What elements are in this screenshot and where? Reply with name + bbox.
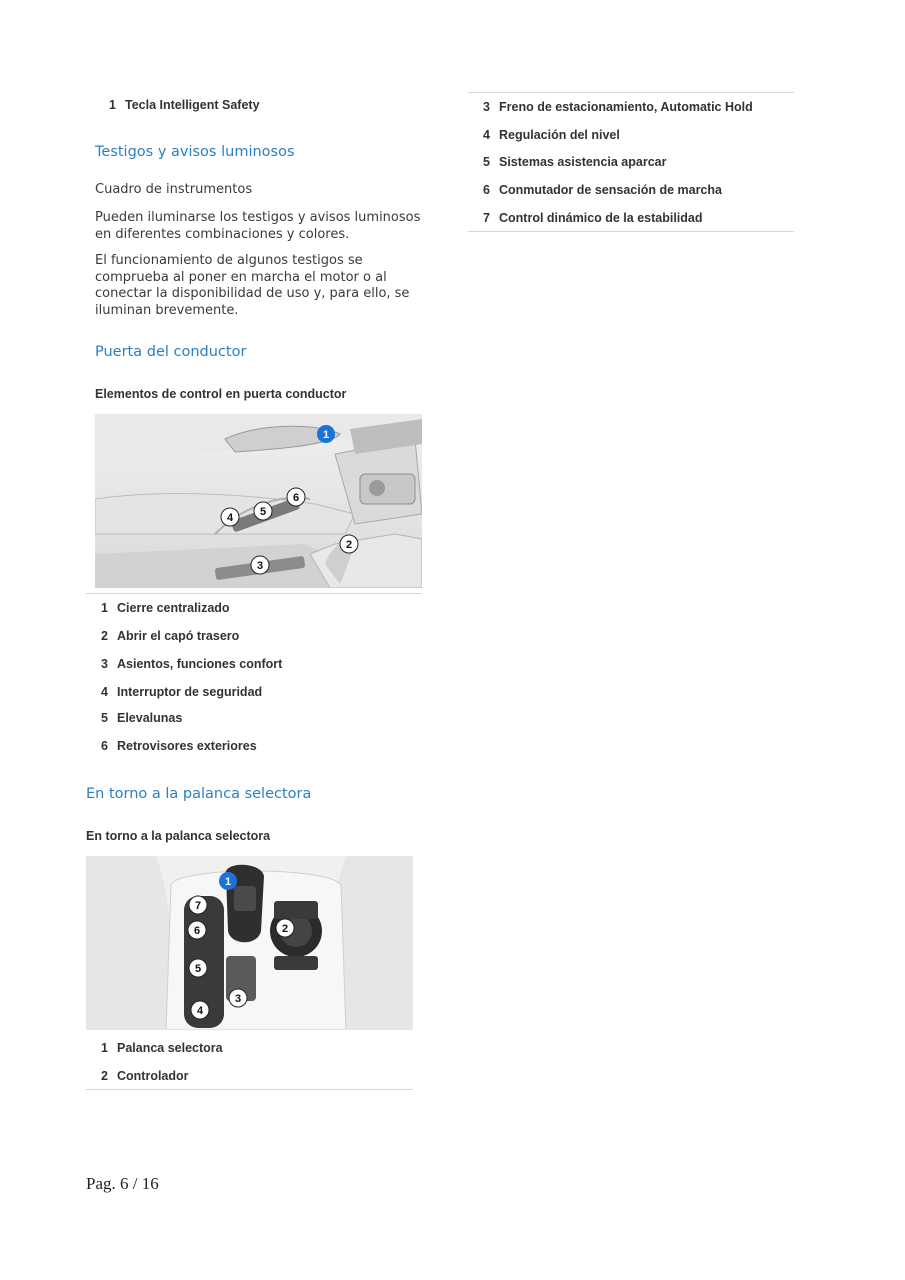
badge-label: 6 [193,925,201,937]
list-item [86,732,257,760]
paragraph-line: comprueba al poner en marcha el motor o al [95,269,387,285]
item-number: 7 [483,211,490,225]
item-label: Tecla Intelligent Safety [125,98,260,112]
list-item [468,204,703,232]
list-item [86,1062,189,1090]
list-item [86,704,182,732]
badge-label: 3 [234,993,242,1005]
paragraph-line: iluminan brevemente. [95,302,239,318]
badge-label: 5 [259,506,267,518]
list-item [468,93,753,121]
section-subheading: Elementos de control en puerta conductor [95,387,347,401]
item-label: Regulación del nivel [499,128,620,142]
door-badge-3 [250,555,270,575]
item-label: Elevalunas [117,711,183,725]
list-item [86,678,262,706]
badge-label: 1 [322,429,330,441]
item-number: 3 [101,657,108,671]
paragraph [95,210,420,243]
item-label: Controlador [117,1069,189,1083]
item-number: 5 [101,711,108,725]
lever-badge-5 [188,958,208,978]
selector-lever-illustration [86,856,413,1030]
list-item [86,1034,223,1062]
badge-label: 7 [194,900,202,912]
lever-badge-2 [275,918,295,938]
item-label: Retrovisores exteriores [117,739,257,753]
door-badge-4 [220,507,240,527]
paragraph-line: en diferentes combinaciones y colores. [95,226,350,242]
page-number: Pag. 6 / 16 [86,1174,159,1193]
badge-label: 4 [226,512,234,524]
badge-label: 2 [281,923,289,935]
section-heading-testigos: Testigos y avisos luminosos [95,144,295,160]
section-subtitle: Cuadro de instrumentos [95,182,253,197]
lever-badge-3 [228,988,248,1008]
section-heading-puerta: Puerta del conductor [95,344,247,360]
item-label: Abrir el capó trasero [117,629,240,643]
list-item [468,176,722,204]
item-number: 1 [101,1041,108,1055]
section-subheading: En torno a la palanca selectora [86,829,271,843]
lever-badge-4 [190,1000,210,1020]
top-list-item [94,91,260,119]
section-heading-palanca: En torno a la palanca selectora [86,786,312,802]
item-number: 2 [101,1069,108,1083]
lever-badge-6 [187,920,207,940]
badge-label: 4 [196,1005,204,1017]
paragraph-line: Pueden iluminarse los testigos y avisos luminosos [95,210,421,225]
list-item [468,121,620,149]
item-label: Palanca selectora [117,1041,223,1055]
item-number: 3 [483,100,490,114]
badge-label: 6 [292,492,300,504]
item-number: 4 [101,685,108,699]
item-number: 6 [483,183,490,197]
item-label: Cierre centralizado [117,601,230,615]
divider [468,231,794,232]
door-badge-5 [253,501,273,521]
item-number: 1 [101,601,108,615]
badge-label: 2 [345,539,353,551]
paragraph [95,253,409,319]
paragraph-line: El funcionamiento de algunos testigos se [95,253,363,268]
item-label: Asientos, funciones confort [117,657,283,671]
paragraph-line: conectar la disponibilidad de uso y, para ello, se [95,286,410,302]
list-item [468,148,666,176]
lever-badge-7 [188,895,208,915]
list-item [86,650,282,678]
badge-label: 3 [256,560,264,572]
door-badge-2 [339,534,359,554]
lever-badge-1 [218,871,238,891]
door-badge-1 [316,424,336,444]
list-item [86,622,239,650]
item-number: 5 [483,155,490,169]
door-badge-6 [286,487,306,507]
item-label: Sistemas asistencia aparcar [499,155,667,169]
item-label: Control dinámico de la estabilidad [499,211,703,225]
item-number: 6 [101,739,108,753]
badge-label: 1 [224,876,232,888]
item-number: 1 [109,98,116,112]
item-number: 2 [101,629,108,643]
list-item [86,594,230,622]
item-label: Interruptor de seguridad [117,685,263,699]
item-label: Freno de estacionamiento, Automatic Hold [499,100,753,114]
item-label: Conmutador de sensación de marcha [499,183,722,197]
divider [86,1089,413,1090]
item-number: 4 [483,128,490,142]
badge-label: 5 [194,963,202,975]
